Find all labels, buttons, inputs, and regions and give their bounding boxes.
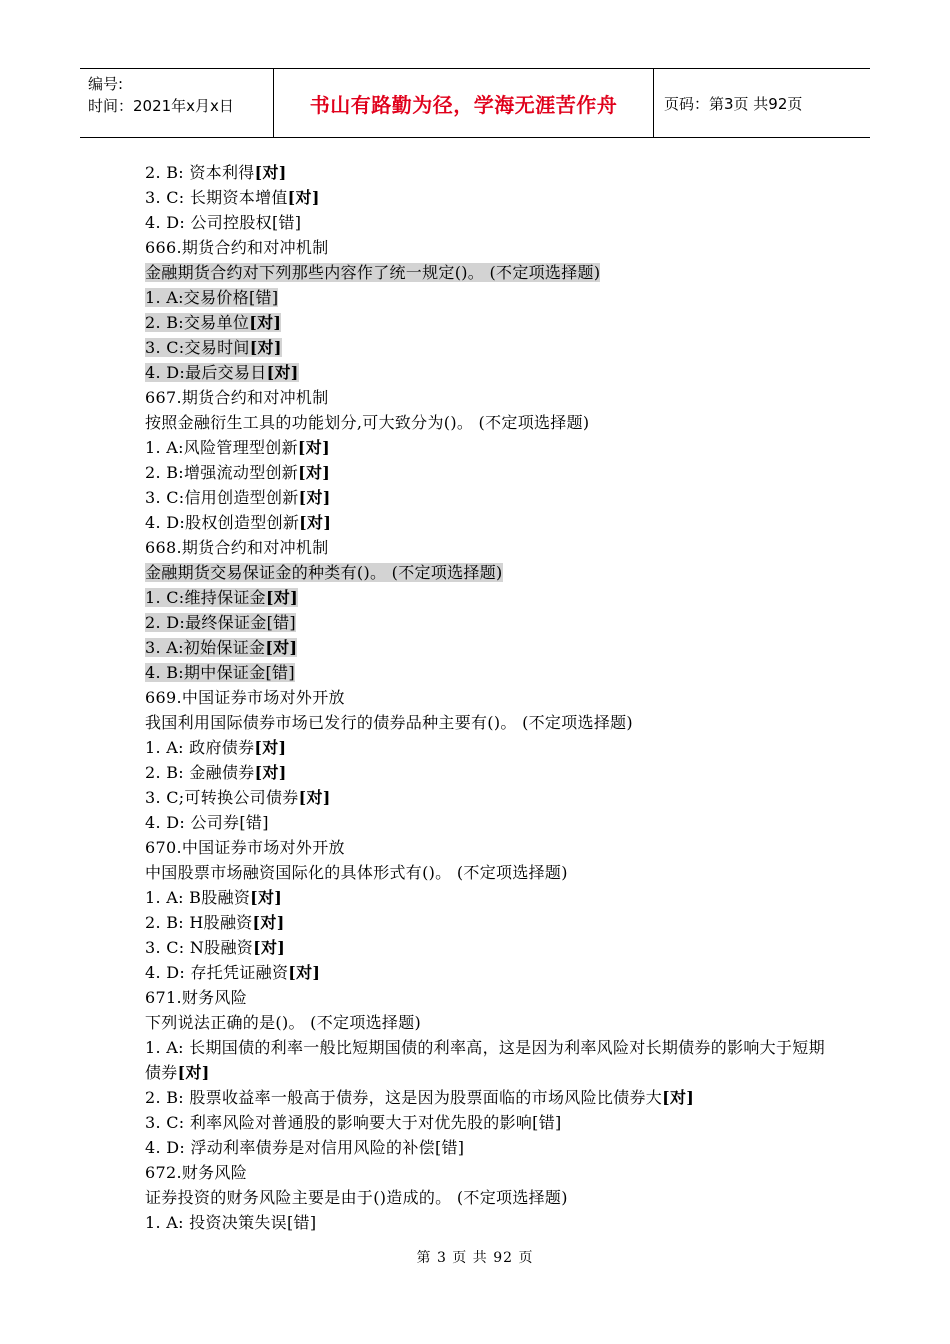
line-content — [145, 638, 297, 657]
line-content — [145, 288, 278, 307]
question-line — [145, 260, 825, 285]
line-content — [145, 213, 301, 232]
line-content — [145, 588, 298, 607]
line-content — [145, 1038, 825, 1082]
wrong-mark: [错] — [532, 1113, 562, 1132]
line-text: 2. D:最终保证金 — [145, 613, 267, 632]
line-text: 2. B: H股融资 — [145, 913, 253, 932]
line-text: 按照金融衍生工具的功能划分,可大致分为()。 (不定项选择题) — [145, 413, 590, 432]
line-text: 666.期货合约和对冲机制 — [145, 238, 329, 257]
line-text: 4. D: 浮动利率债券是对信用风险的补偿 — [145, 1138, 435, 1157]
line-content — [145, 363, 299, 382]
wrong-mark: [错] — [265, 663, 295, 682]
line-text: 3. C: 利率风险对普通股的影响要大于对优先股的影响 — [145, 1113, 533, 1132]
line-text: 4. B:期中保证金 — [145, 663, 266, 682]
line-content — [145, 313, 281, 332]
correct-mark: [对] — [249, 313, 282, 332]
line-content — [145, 1088, 694, 1107]
line-content — [145, 913, 285, 932]
document-body — [145, 160, 825, 1235]
page-header — [80, 68, 870, 138]
question-line — [145, 985, 825, 1010]
question-line — [145, 685, 825, 710]
line-text: 667.期货合约和对冲机制 — [145, 388, 329, 407]
line-text: 1. A: 政府债券 — [145, 738, 255, 757]
header-page-label: 页码：第3页 共92页 — [664, 94, 803, 113]
line-content — [145, 1213, 316, 1232]
line-text: 3. C:信用创造型创新 — [145, 488, 299, 507]
answer-option-line — [145, 160, 825, 185]
answer-option-line — [145, 960, 825, 985]
answer-option-line — [145, 885, 825, 910]
question-line — [145, 710, 825, 735]
answer-option-line — [145, 660, 825, 685]
header-right-cell — [654, 69, 870, 137]
wrong-mark: [错] — [286, 1213, 317, 1232]
line-text: 中国股票市场融资国际化的具体形式有()。 (不定项选择题) — [145, 863, 568, 882]
document-date-label: 时间：2021年x月x日 — [88, 97, 234, 115]
line-text: 2. B:增强流动型创新 — [145, 463, 299, 482]
line-content — [145, 813, 269, 832]
answer-option-line — [145, 635, 825, 660]
line-text: 1. A: 长期国债的利率一般比短期国债的利率高，这是因为利率风险对长期债券的影响大于短期债券 — [145, 1038, 825, 1082]
line-text: 4. D: 存托凭证融资 — [145, 963, 289, 982]
line-content — [145, 713, 633, 732]
correct-mark: [对] — [299, 513, 332, 532]
answer-option-line — [145, 735, 825, 760]
line-text: 我国利用国际债券市场已发行的债券品种主要有()。 (不定项选择题) — [145, 713, 633, 732]
wrong-mark: [错] — [239, 813, 269, 832]
correct-mark: [对] — [288, 963, 321, 982]
line-content — [145, 563, 503, 582]
answer-option-line — [145, 610, 825, 635]
line-content — [145, 538, 329, 557]
correct-mark: [对] — [250, 888, 283, 907]
correct-mark: [对] — [265, 638, 298, 657]
line-text: 下列说法正确的是()。 (不定项选择题) — [145, 1013, 422, 1032]
line-text: 1. A: B股融资 — [145, 888, 251, 907]
line-content — [145, 1138, 464, 1157]
line-text: 1. A: 投资决策失误 — [145, 1213, 287, 1232]
line-content — [145, 688, 345, 707]
answer-option-line — [145, 360, 825, 385]
line-text: 1. C:维持保证金 — [145, 588, 266, 607]
line-content — [145, 388, 329, 407]
answer-option-line — [145, 310, 825, 335]
correct-mark: [对] — [298, 488, 331, 507]
line-text: 1. A:风险管理型创新 — [145, 438, 298, 457]
answer-option-line — [145, 1085, 825, 1110]
line-content — [145, 838, 345, 857]
answer-option-line — [145, 1210, 825, 1235]
line-text: 670.中国证券市场对外开放 — [145, 838, 345, 857]
correct-mark: [对] — [298, 788, 331, 807]
header-left-cell — [80, 69, 273, 137]
line-content — [145, 763, 287, 782]
correct-mark: [对] — [249, 338, 282, 357]
line-text: 2. B: 金融债券 — [145, 763, 255, 782]
line-content — [145, 963, 320, 982]
question-line — [145, 860, 825, 885]
line-text: 证券投资的财务风险主要是由于()造成的。 (不定项选择题) — [145, 1188, 568, 1207]
line-text: 671.财务风险 — [145, 988, 248, 1007]
correct-mark: [对] — [266, 588, 299, 607]
line-text: 4. D: 公司控股权 — [145, 213, 272, 232]
answer-option-line — [145, 460, 825, 485]
line-content — [145, 513, 331, 532]
line-content — [145, 1163, 247, 1182]
answer-option-line — [145, 810, 825, 835]
answer-option-line — [145, 510, 825, 535]
answer-option-line — [145, 485, 825, 510]
line-content — [145, 988, 247, 1007]
wrong-mark: [错] — [266, 613, 296, 632]
correct-mark: [对] — [254, 163, 287, 182]
correct-mark: [对] — [252, 913, 285, 932]
answer-option-line — [145, 435, 825, 460]
question-line — [145, 1010, 825, 1035]
answer-option-line — [145, 1110, 825, 1135]
line-content — [145, 438, 330, 457]
question-line — [145, 235, 825, 260]
question-line — [145, 535, 825, 560]
answer-option-line — [145, 935, 825, 960]
correct-mark: [对] — [298, 463, 331, 482]
line-content — [145, 1113, 562, 1132]
wrong-mark: [错] — [271, 213, 302, 232]
correct-mark: [对] — [266, 363, 299, 382]
line-content — [145, 663, 295, 682]
line-content — [145, 463, 330, 482]
question-line — [145, 560, 825, 585]
line-text: 668.期货合约和对冲机制 — [145, 538, 329, 557]
line-content — [145, 1188, 568, 1207]
answer-option-line — [145, 910, 825, 935]
line-content — [145, 413, 589, 432]
line-content — [145, 888, 282, 907]
wrong-mark: [错] — [249, 288, 279, 307]
answer-option-line — [145, 335, 825, 360]
line-text: 金融期货交易保证金的种类有()。 (不定项选择题) — [145, 563, 503, 582]
line-text: 672.财务风险 — [145, 1163, 248, 1182]
header-motto-cell — [273, 69, 654, 137]
line-text: 669.中国证券市场对外开放 — [145, 688, 345, 707]
line-text: 2. B: 股票收益率一般高于债券，这是因为股票面临的市场风险比债券大 — [145, 1088, 663, 1107]
correct-mark: [对] — [177, 1063, 210, 1082]
answer-option-line — [145, 210, 825, 235]
line-content — [145, 788, 331, 807]
line-text: 2. B: 资本利得 — [145, 163, 255, 182]
line-content — [145, 238, 329, 257]
line-text: 3. C;可转换公司债券 — [145, 788, 299, 807]
line-content — [145, 263, 600, 282]
question-line — [145, 1160, 825, 1185]
answer-option-line — [145, 1135, 825, 1160]
line-text: 金融期货合约对下列那些内容作了统一规定()。 (不定项选择题) — [145, 263, 601, 282]
line-content — [145, 163, 287, 182]
line-text: 4. D:最后交易日 — [145, 363, 267, 382]
line-content — [145, 863, 568, 882]
page-footer: 第 3 页 共 92 页 — [416, 1250, 534, 1266]
line-content — [145, 613, 296, 632]
document-number-label: 编号: — [88, 75, 124, 93]
answer-option-line — [145, 785, 825, 810]
correct-mark: [对] — [662, 1088, 695, 1107]
line-content — [145, 338, 282, 357]
answer-option-line — [145, 585, 825, 610]
line-text: 3. C: N股融资 — [145, 938, 254, 957]
question-line — [145, 410, 825, 435]
header-motto: 书山有路勤为径，学海无涯苦作舟 — [309, 92, 618, 117]
correct-mark: [对] — [297, 438, 330, 457]
answer-option-line — [145, 185, 825, 210]
line-content — [145, 938, 285, 957]
answer-option-line — [145, 760, 825, 785]
correct-mark: [对] — [287, 188, 320, 207]
line-text: 4. D:股权创造型创新 — [145, 513, 300, 532]
line-text: 3. C:交易时间 — [145, 338, 250, 357]
line-text: 4. D: 公司券 — [145, 813, 240, 832]
line-content — [145, 488, 331, 507]
line-text: 3. C: 长期资本增值 — [145, 188, 288, 207]
question-line — [145, 385, 825, 410]
line-text: 3. A:初始保证金 — [145, 638, 266, 657]
correct-mark: [对] — [253, 938, 286, 957]
line-content — [145, 1013, 421, 1032]
question-line — [145, 835, 825, 860]
question-line — [145, 1185, 825, 1210]
line-content — [145, 188, 320, 207]
line-content — [145, 738, 286, 757]
wrong-mark: [错] — [434, 1138, 465, 1157]
correct-mark: [对] — [254, 738, 287, 757]
answer-option-line — [145, 285, 825, 310]
correct-mark: [对] — [254, 763, 287, 782]
line-text: 2. B:交易单位 — [145, 313, 250, 332]
line-text: 1. A:交易价格 — [145, 288, 249, 307]
answer-option-line — [145, 1035, 825, 1085]
